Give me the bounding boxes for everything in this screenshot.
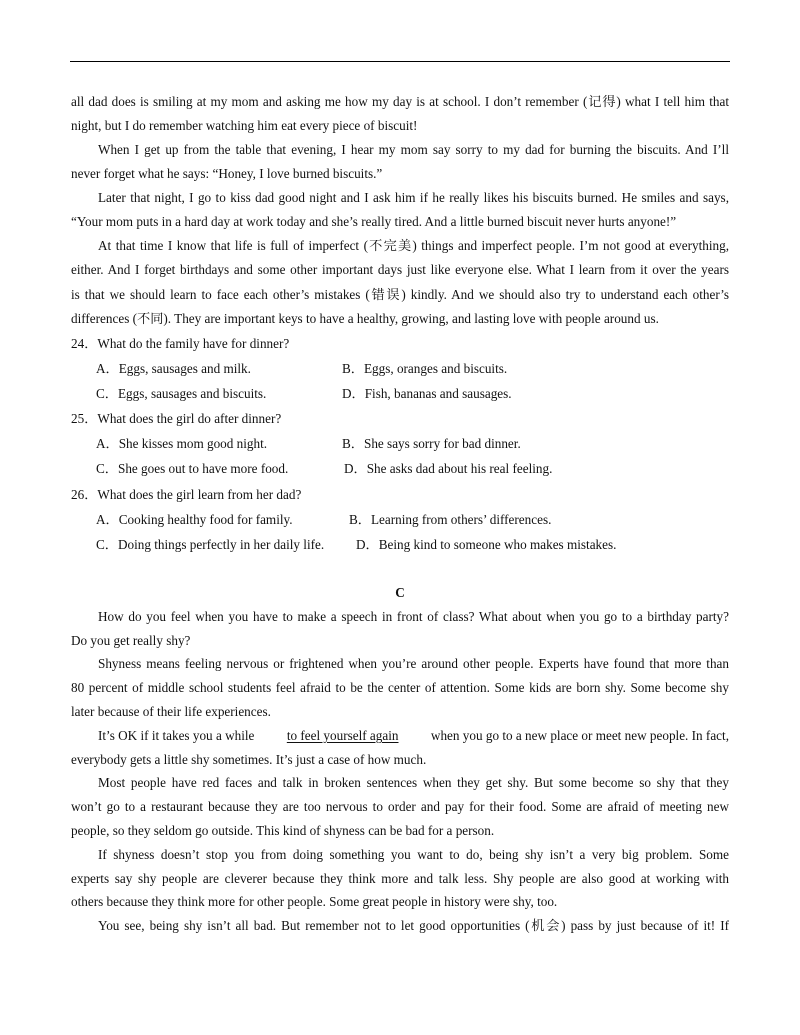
option-c: C．She goes out to have more food.	[96, 461, 289, 476]
passage-c-line: If shyness doesn’t stop you from doing something you want to do, being shy isn’t a very big problem. Some	[98, 847, 729, 862]
passage-b-line: night, but I do remember watching him eat every piece of biscuit!	[71, 118, 418, 133]
option-c: C．Doing things perfectly in her daily life.	[96, 537, 325, 552]
passage-c-line: experts say shy people are cleverer because they think more and talk less. Shy people are also good at working with	[71, 871, 729, 886]
passage-c-line: You see, being shy isn’t all bad. But remember not to let good opportunities (机会) pass by just because of it! If	[98, 918, 729, 933]
passage-b-line: At that time I know that life is full of imperfect (不完美) things and imperfect people. I’m not good at everything,	[98, 238, 729, 253]
passage-c-line: Most people have red faces and talk in broken sentences when they get shy. But some become so shy that they	[98, 775, 729, 790]
option-d: D．Fish, bananas and sausages.	[342, 386, 512, 401]
passage-b-line: When I get up from the table that evening, I hear my mom say sorry to my dad for burning the biscuits. And I’ll	[98, 142, 729, 157]
option-a: A．She kisses mom good night.	[96, 436, 268, 451]
passage-b-line: either. And I forget birthdays and some other important days just like everyone else. What I learn from it over the years	[71, 262, 729, 277]
passage-c-line: everybody gets a little shy sometimes. It’s just a case of how much.	[71, 752, 427, 767]
option-d: D．She asks dad about his real feeling.	[344, 461, 553, 476]
option-b: B．She says sorry for bad dinner.	[342, 436, 521, 451]
passage-c-line: later because of their life experiences.	[71, 704, 271, 719]
passage-c-line: Do you get really shy?	[71, 633, 191, 648]
section-heading: C	[395, 585, 405, 600]
passage-b-line: is that we should learn to face each other’s mistakes (错误) kindly. And we should also try to understand each other’s	[71, 287, 729, 302]
passage-b-line: Later that night, I go to kiss dad good night and I ask him if he really likes his biscuits burned. He smiles and says,	[98, 190, 729, 205]
text-run: It’s OK if it takes you a while	[98, 728, 255, 743]
passage-b-line: “Your mom puts in a hard day at work today and she’s really tired. And a little burned biscuit never hurts anyone!”	[71, 214, 677, 229]
text-run: when you go to a new place or meet new people. In fact,	[430, 728, 729, 743]
question-stem: 25．What does the girl do after dinner?	[71, 411, 282, 426]
option-a: A．Eggs, sausages and milk.	[96, 361, 251, 376]
passage-b-line: all dad does is smiling at my mom and asking me how my day is at school. I don’t remember (记得) what I tell him that	[71, 94, 729, 109]
question-stem: 24．What do the family have for dinner?	[71, 336, 290, 351]
option-a: A．Cooking healthy food for family.	[96, 512, 293, 527]
question-stem: 26．What does the girl learn from her dad?	[71, 487, 302, 502]
passage-c-line: How do you feel when you have to make a speech in front of class? What about when you go to a birthday party?	[98, 609, 729, 624]
underlined-phrase: to feel yourself again	[286, 728, 399, 743]
option-b: B．Eggs, oranges and biscuits.	[342, 361, 508, 376]
header-rule	[70, 61, 730, 62]
passage-c-line: others because they think more for other people. Some great people in history were shy, too.	[71, 894, 558, 909]
passage-c-line: 80 percent of middle school students feel afraid to be the center of attention. Some kids are born shy. Some become shy	[71, 680, 729, 695]
option-b: B．Learning from others’ differences.	[349, 512, 552, 527]
passage-c-line: Shyness means feeling nervous or frightened when you’re around other people. Experts have found that more than	[98, 656, 729, 671]
passage-c-line: won’t go to a restaurant because they are too nervous to order and pay for their food. Some are afraid of meeting new	[71, 799, 729, 814]
passage-b-line: never forget what he says: “Honey, I love burned biscuits.”	[71, 166, 383, 181]
option-c: C．Eggs, sausages and biscuits.	[96, 386, 267, 401]
option-d: D．Being kind to someone who makes mistakes.	[356, 537, 617, 552]
passage-b-line: differences (不同). They are important keys to have a healthy, growing, and lasting love with people around us.	[71, 311, 659, 326]
passage-c-line	[98, 728, 729, 744]
passage-c-line: people, so they seldom go outside. This kind of shyness can be bad for a person.	[71, 823, 495, 838]
